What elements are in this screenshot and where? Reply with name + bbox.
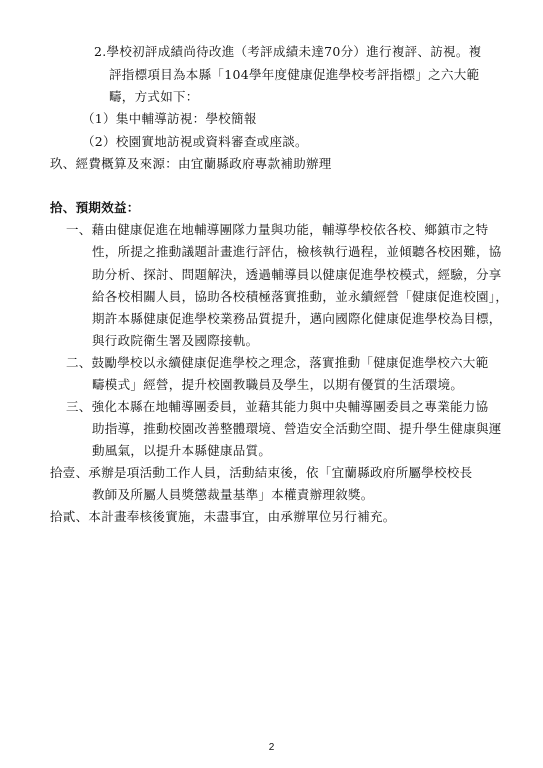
item-2-line-2: 評指標項目為本縣「104學年度健康促進學校考評指標」之六大範 [109, 67, 480, 82]
result-item-1-line: 與行政院衛生署及國際接軌。 [92, 333, 259, 348]
method-1: （1）集中輔導訪視：學校簡報 [82, 111, 257, 126]
section-12: 拾貳、本計畫奉核後實施，未盡事宜，由承辦單位另行補充。 [50, 509, 396, 524]
result-item-3-line: 助指導，推動校園改善整體環境、營造安全活動空間、提升學生健康與運 [92, 421, 502, 436]
result-item-3-line: 動風氣，以提升本縣健康品質。 [92, 443, 272, 458]
result-item-1-line: 給各校相關人員，協助各校積極落實推動，並永續經營「健康促進校園」， [92, 289, 509, 304]
result-item-1-line: 助分析、探討、問題解決，透過輔導員以健康促進學校模式，經驗，分享 [92, 267, 502, 282]
result-item-3-line: 三、強化本縣在地輔導團委員，並藉其能力與中央輔導團委員之專業能力協 [66, 399, 489, 414]
section-11-line: 拾壹、承辦是項活動工作人員，活動結束後，依「宜蘭縣政府所屬學校校長 [50, 465, 473, 480]
result-item-1-line: 性，所提之推動議題計畫進行評估，檢核執行過程，並傾聽各校困難，協 [92, 244, 502, 259]
result-item-1-line: 一、藉由健康促進在地輔導團隊力量與功能，輔導學校依各校、鄉鎮市之特 [66, 222, 489, 237]
result-item-2-line: 疇模式」經營，提升校園教職員及學生，以期有優質的生活環境。 [92, 377, 464, 392]
expected-results-heading: 拾、預期效益： [50, 200, 140, 215]
page-number: 2 [268, 742, 275, 753]
budget-section: 玖、經費概算及來源：由宜蘭縣政府專款補助辦理 [50, 156, 332, 171]
result-item-1-line: 期許本縣健康促進學校業務品質提升，邁向國際化健康促進學校為目標， [92, 311, 502, 326]
result-item-2-line: 二、鼓勵學校以永續健康促進學校之理念，落實推動「健康促進學校六大範 [66, 355, 489, 370]
item-2-line-1: 2.學校初評成績尚待改進（考評成績未達70分）進行複評、訪視。複 [94, 44, 482, 59]
item-2-line-3: 疇，方式如下： [109, 89, 199, 104]
section-11-line: 教師及所屬人員獎懲裁量基準」本權責辦理敘獎。 [92, 487, 374, 502]
method-2: （2）校園實地訪視或資料審查或座談。 [82, 134, 308, 149]
